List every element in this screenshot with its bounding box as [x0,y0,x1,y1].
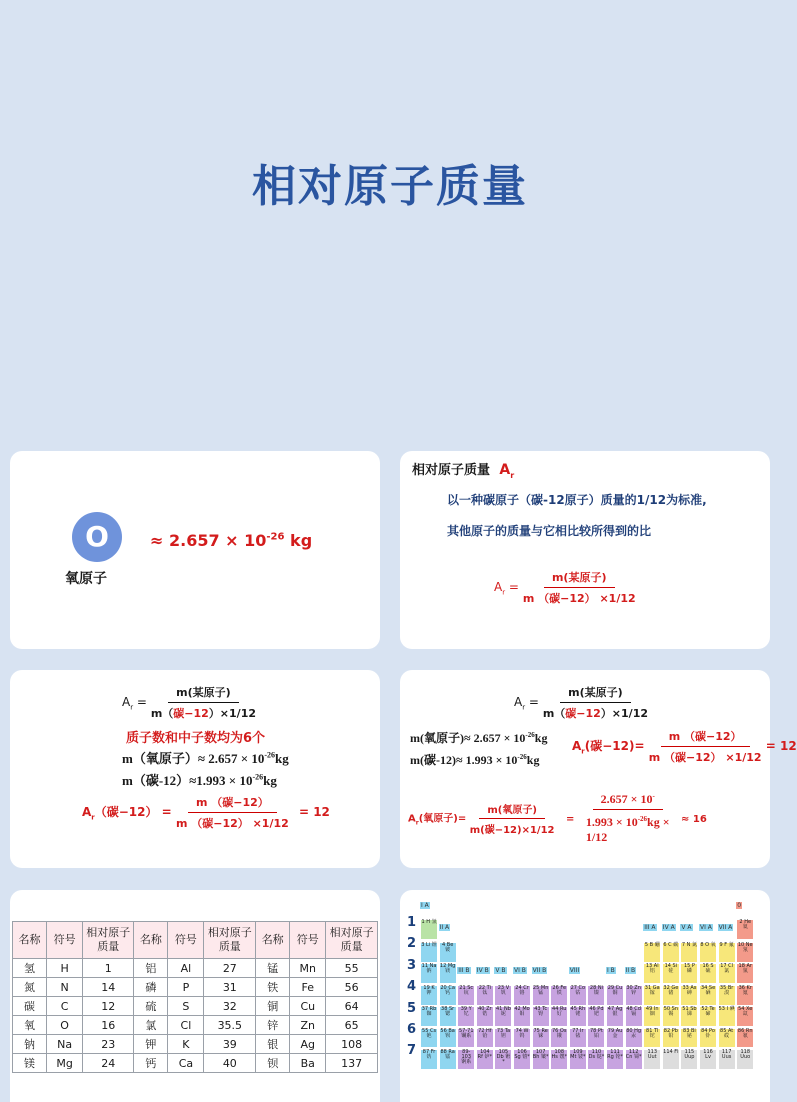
table-cell: H [47,959,83,978]
o-mass-unit: kg [534,731,548,745]
ro-lhs-sub: r [415,819,419,827]
table-cell: 137 [326,1054,378,1073]
oxygen-atom-icon: O [72,512,122,562]
rc-result: = 12 [765,739,797,753]
table-cell: 12 [83,997,134,1016]
table-cell: 氢 [13,959,47,978]
element-cell: 72 Hf 铪 [476,1028,494,1049]
c-mass-text: m（碳-12）≈1.993 × 10 [122,773,253,788]
table-cell: K [168,1035,204,1054]
group-label: VII A [718,923,733,931]
group-label: III A [644,923,656,931]
element-cell: 41 Nb 铌 [494,1006,512,1027]
table-cell: 铝 [134,959,168,978]
group-label: VIII [569,966,580,974]
period-label: 1 [406,915,417,930]
periodic-table-card [400,890,770,1102]
element-cell: 55 Cs 铯 [420,1028,438,1049]
formula-denominator [151,703,256,721]
formula-lhs-sub: r [130,703,134,712]
ro-num2-exp: - [652,792,655,800]
element-cell: 32 Ge 锗 [662,985,680,1006]
table-cell: 32 [204,997,256,1016]
element-cell: 80 Hg 汞 [625,1028,643,1049]
period-label: 4 [406,979,417,995]
element-cell: 13 Al 铝 [643,963,661,984]
mass-unit: kg [284,531,313,550]
table-cell: 碳 [13,997,47,1016]
formula-numerator: m(某原子) [168,684,239,703]
hero-section [0,0,780,437]
o-mass-exp: -26 [525,731,535,739]
rc-fraction [649,728,762,765]
oxygen-calc-card [400,670,797,868]
formula-fraction [543,684,648,721]
group-label: II A [439,923,450,931]
ro-result: ≈ 16 [681,813,707,825]
table-row [13,959,378,978]
c-mass-text: m(碳-12)≈ 1.993 × 10 [410,753,518,767]
element-cell: 85 At 砹 [718,1028,736,1049]
column-header: 符号 [47,922,83,959]
ro-equals: = [565,813,575,825]
table-cell: 钠 [13,1035,47,1054]
element-cell: 36 Kr 氪 [736,985,754,1006]
table-cell: 108 [326,1035,378,1054]
column-header: 符号 [168,922,204,959]
table-cell: 64 [326,997,378,1016]
element-cell: 1 H 氢 [420,919,438,940]
table-cell: 锰 [256,959,290,978]
element-cell: 53 I 碘 [718,1006,736,1027]
column-header: 名称 [13,922,47,959]
element-cell: 110 Ds 𫟼* [587,1049,605,1070]
element-cell: 16 S 硫 [699,963,717,984]
calc-denominator: m （碳−12） ×1/12 [175,817,289,830]
formula-eq: = [133,695,147,709]
table-cell: 镁 [13,1054,47,1073]
o-mass-text: m(氧原子)≈ 2.657 × 10 [410,731,526,745]
rc-denominator: m （碳−12） ×1/12 [648,751,762,764]
table-cell: Al [168,959,204,978]
element-cell: 112 Cn 鿔* [625,1049,643,1070]
element-cell: 26 Fe 铁 [550,985,568,1006]
element-cell: 18 Ar 氩 [736,963,754,984]
group-label: VII B [532,966,547,974]
ro-numeric-denominator [586,810,670,845]
table-cell: Ca [168,1054,204,1073]
table-cell: Zn [290,1016,326,1035]
oxygen-mass-line [410,729,547,746]
table-cell: Cu [290,997,326,1016]
table-cell: 16 [83,1016,134,1035]
element-cell: 15 P 磷 [680,963,698,984]
oxygen-mass-line [122,748,289,767]
table-cell: 1 [83,959,134,978]
element-cell: 45 Rh 铑 [569,1006,587,1027]
table-cell: Na [47,1035,83,1054]
ro-den2-a: 1.993 × 10 [585,815,638,829]
calc-result: = 12 [298,805,330,819]
element-cell: 113 Uut [643,1049,661,1070]
table-row [13,1035,378,1054]
element-cell: 21 Sc 钪 [457,985,475,1006]
ro-denominator: m(碳−12)×1/12 [469,825,555,836]
element-cell: 2 He 氦 [736,919,754,940]
table-cell: S [168,997,204,1016]
calc-fraction [176,794,289,831]
table-cell: O [47,1016,83,1035]
element-cell: 82 Pb 铅 [662,1028,680,1049]
table-cell: Mg [47,1054,83,1073]
group-label: V B [495,966,506,974]
ro-numeric-fraction [586,792,670,845]
table-cell: 磷 [134,978,168,997]
element-cell: 7 N 氮 [680,942,698,963]
formula-lhs: A [494,580,503,594]
element-cell: 40 Zr 锆 [476,1006,494,1027]
element-cell: 76 Os 锇 [550,1028,568,1049]
formula-lhs: A [514,695,523,709]
table-cell: Fe [290,978,326,997]
element-cell: 75 Re 铼 [532,1028,550,1049]
heading-symbol-sub: r [510,470,515,480]
element-cell: 47 Ag 银 [606,1006,624,1027]
general-formula [514,684,648,721]
c-mass-exp: -26 [252,772,264,782]
formula-numerator: m(某原子) [560,684,631,703]
rc-numerator: m （碳−12） [661,728,750,747]
element-cell: 74 W 钨 [513,1028,531,1049]
element-cell: 57-71 镧系 [457,1028,475,1049]
element-cell: 44 Ru 钌 [550,1006,568,1027]
ro-numerator: m(氧原子) [479,801,545,819]
element-cell: 37 Rb 铷 [420,1006,438,1027]
table-row [13,1016,378,1035]
carbon-ratio-calc [82,794,330,831]
definition-line-1: 以一种碳原子（碳-12原子）质量的1/12为标准, [447,493,707,507]
table-cell: Ba [290,1054,326,1073]
table-cell: 氮 [13,978,47,997]
formula-fraction [523,569,636,606]
group-label: III B [458,966,470,974]
table-cell: 银 [256,1035,290,1054]
element-cell: 118 Uuo [736,1049,754,1070]
ro-lhs: A [408,813,416,825]
element-cell: 33 As 砷 [680,985,698,1006]
definition-card [400,451,770,649]
o-mass-unit: kg [275,751,289,766]
den-part-c: ）×1/12 [600,707,649,720]
element-cell: 88 Ra 镭 [439,1049,457,1070]
element-cell: 79 Au 金 [606,1028,624,1049]
element-cell: 11 Na 钠 [420,963,438,984]
column-header: 名称 [256,922,290,959]
element-cell: 14 Si 硅 [662,963,680,984]
heading-symbol [495,462,515,478]
element-cell: 42 Mo 钼 [513,1006,531,1027]
table-cell: P [168,978,204,997]
definition-formula [494,569,636,606]
element-cell: 9 F 氟 [718,942,736,963]
formula-denominator [543,703,648,721]
element-cell: 20 Ca 钙 [439,985,457,1006]
formula-lhs-sub: r [502,588,506,597]
c-mass-unit: kg [526,753,540,767]
element-cell: 10 Ne 氖 [736,942,754,963]
proton-neutron-fact: 质子数和中子数均为6个 [126,731,266,746]
table-cell: 锌 [256,1016,290,1035]
element-cell: 12 Mg 镁 [439,963,457,984]
formula-eq: = [505,580,519,594]
element-cell: 117 Uus [718,1049,736,1070]
table-cell: N [47,978,83,997]
formula-denominator: m （碳−12） ×1/12 [522,592,636,605]
element-cell: 8 O 氧 [699,942,717,963]
element-cell: 39 Y 钇 [457,1006,475,1027]
ro-lhs-tail: (氧原子)= [418,813,467,825]
c-mass-exp: -26 [517,753,527,761]
element-cell: 89-103 锕系 [457,1049,475,1070]
element-cell: 30 Zn 锌 [625,985,643,1006]
table-cell: 31 [204,978,256,997]
column-header: 相对原子质量 [326,922,378,959]
oxygen-atom-card [10,451,380,649]
oxygen-atom-label: 氧原子 [65,571,107,587]
table-cell: Mn [290,959,326,978]
element-cell: 73 Ta 钽 [494,1028,512,1049]
table-cell: 铜 [256,997,290,1016]
oxygen-ratio-calc [408,792,707,845]
element-cell: 56 Ba 钡 [439,1028,457,1049]
table-cell: 硫 [134,997,168,1016]
element-cell: 78 Pt 铂 [587,1028,605,1049]
table-body [13,959,378,1073]
element-cell: 3 Li 锂 [420,942,438,963]
table-row [13,1054,378,1073]
rc-lhs-tail: (碳−12)= [584,739,645,753]
column-header: 符号 [290,922,326,959]
den-part-b: 碳−12 [565,707,601,720]
element-cell: 54 Xe 氙 [736,1006,754,1027]
ro-numeric-numerator [593,792,663,810]
column-header: 相对原子质量 [204,922,256,959]
carbon-ratio-calc [572,728,797,765]
element-cell: 38 Sr 锶 [439,1006,457,1027]
periodic-table [404,902,766,1098]
group-label: II B [625,966,636,974]
element-cell: 83 Bi 铋 [680,1028,698,1049]
carbon-formula [122,684,256,721]
den-part-c: ）×1/12 [208,707,257,720]
table-cell: 55 [326,959,378,978]
element-cell: 31 Ga 镓 [643,985,661,1006]
element-cell: 108 Hs 𬭶* [550,1049,568,1070]
table-row [13,978,378,997]
table-cell: C [47,997,83,1016]
mass-prefix: ≈ 2.657 × 10 [150,531,267,550]
table-cell: 35.5 [204,1016,256,1035]
group-label: I B [607,966,615,974]
definition-line-2: 其他原子的质量与它相比较所得到的比 [447,524,652,538]
element-cell: 35 Br 溴 [718,985,736,1006]
element-cell: 115 Uup [680,1049,698,1070]
element-cell: 50 Sn 锡 [662,1006,680,1027]
atomic-mass-table [12,921,378,1073]
table-cell: 钙 [134,1054,168,1073]
element-cell: 48 Cd 镉 [625,1006,643,1027]
element-cell: 19 K 钾 [420,985,438,1006]
formula-numerator: m(某原子) [544,569,615,588]
element-cell: 111 Rg 𬬭* [606,1049,624,1070]
ro-fraction [470,801,555,836]
table-cell: 23 [83,1035,134,1054]
formula-fraction [151,684,256,721]
column-header: 名称 [134,922,168,959]
period-label: 7 [406,1043,417,1059]
element-cell: 29 Cu 铜 [606,985,624,1006]
group-label: VI B [514,966,526,974]
element-cell: 43 Tc 锝 [532,1006,550,1027]
period-label: 6 [406,1022,417,1037]
calc-numerator: m （碳−12） [188,794,277,813]
element-cell: 86 Rn 氡 [736,1028,754,1049]
group-label: V A [681,923,692,931]
element-cell: 109 Mt 鿏* [569,1049,587,1070]
table-cell: Ag [290,1035,326,1054]
table-cell: Cl [168,1016,204,1035]
den-part-a: m（ [542,707,566,720]
element-cell: 87 Fr 钫 [420,1049,438,1070]
element-cell: 77 Ir 铱 [569,1028,587,1049]
table-cell: 65 [326,1016,378,1035]
group-label: I A [421,902,429,910]
ro-num2-text: 2.657 × 10 [600,792,653,806]
c-mass-unit: kg [263,773,277,788]
element-cell: 23 V 钒 [494,985,512,1006]
calc-lhs: A [82,805,92,819]
element-cell: 105 Db 𬭊* [494,1049,512,1070]
element-cell: 51 Sb 锑 [680,1006,698,1027]
table-cell: 39 [204,1035,256,1054]
heading-symbol-letter: A [499,462,511,478]
element-cell: 104 Rf 𬬻* [476,1049,494,1070]
element-cell: 114 Fl [662,1049,680,1070]
group-label: IV A [662,923,675,931]
den-part-b: 碳−12 [173,707,209,720]
group-label: IV B [476,966,489,974]
table-cell: 钾 [134,1035,168,1054]
oxygen-mass-value [150,531,312,550]
element-cell: 52 Te 碲 [699,1006,717,1027]
element-cell: 17 Cl 氯 [718,963,736,984]
table-cell: 钡 [256,1054,290,1073]
element-cell: 4 Be 铍 [439,942,457,963]
mass-exponent: -26 [266,531,285,543]
o-mass-text: m（氧原子）≈ 2.657 × 10 [122,751,265,766]
carbon-calc-card [10,670,380,868]
column-header: 相对原子质量 [83,922,134,959]
element-cell: 22 Ti 钛 [476,985,494,1006]
element-cell: 34 Se 硒 [699,985,717,1006]
element-cell: 116 Lv [699,1049,717,1070]
element-cell: 24 Cr 铬 [513,985,531,1006]
formula-eq: = [525,695,539,709]
atomic-mass-table-card [10,890,380,1102]
element-cell: 25 Mn 锰 [532,985,550,1006]
table-cell: 24 [83,1054,134,1073]
group-label: VI A [700,923,712,931]
rc-lhs-sub: r [581,747,585,756]
formula-lhs-sub: r [522,703,526,712]
formula-lhs: A [122,695,131,709]
table-row [13,997,378,1016]
table-cell: 40 [204,1054,256,1073]
element-cell: 84 Po 钋 [699,1028,717,1049]
element-cell: 81 Tl 铊 [643,1028,661,1049]
group-label: 0 [737,902,742,910]
period-label: 3 [406,957,417,973]
heading-text: 相对原子质量 [412,463,491,478]
calc-lhs-tail: （碳−12） = [94,805,172,819]
table-cell: 氯 [134,1016,168,1035]
element-cell: 107 Bh 𬭛* [532,1049,550,1070]
table-cell: 56 [326,978,378,997]
table-cell: 14 [83,978,134,997]
rc-lhs: A [572,739,582,753]
o-mass-exp: -26 [264,750,276,760]
element-cell: 5 B 硼 [643,942,661,963]
element-cell: 46 Pd 钯 [587,1006,605,1027]
element-cell: 6 C 碳 [662,942,680,963]
calc-lhs-sub: r [91,813,95,822]
period-label: 5 [406,1000,417,1016]
ro-den2-c: 1/12 [585,830,608,844]
carbon-mass-line [410,751,539,768]
ro-den2-b: kg × [647,815,670,829]
element-cell: 28 Ni 镍 [587,985,605,1006]
table-cell: 27 [204,959,256,978]
table-header-row [13,922,378,959]
table-cell: 铁 [256,978,290,997]
element-cell: 49 In 铟 [643,1006,661,1027]
definition-heading [412,459,514,480]
page-title: 相对原子质量 [252,161,528,212]
ro-den2-exp: -26 [637,815,648,823]
element-cell: 106 Sg 𬭳* [513,1049,531,1070]
den-part-a: m（ [150,707,174,720]
period-label: 2 [406,936,417,952]
element-cell: 27 Co 钴 [569,985,587,1006]
table-cell: 氧 [13,1016,47,1035]
carbon-mass-line [122,770,277,789]
